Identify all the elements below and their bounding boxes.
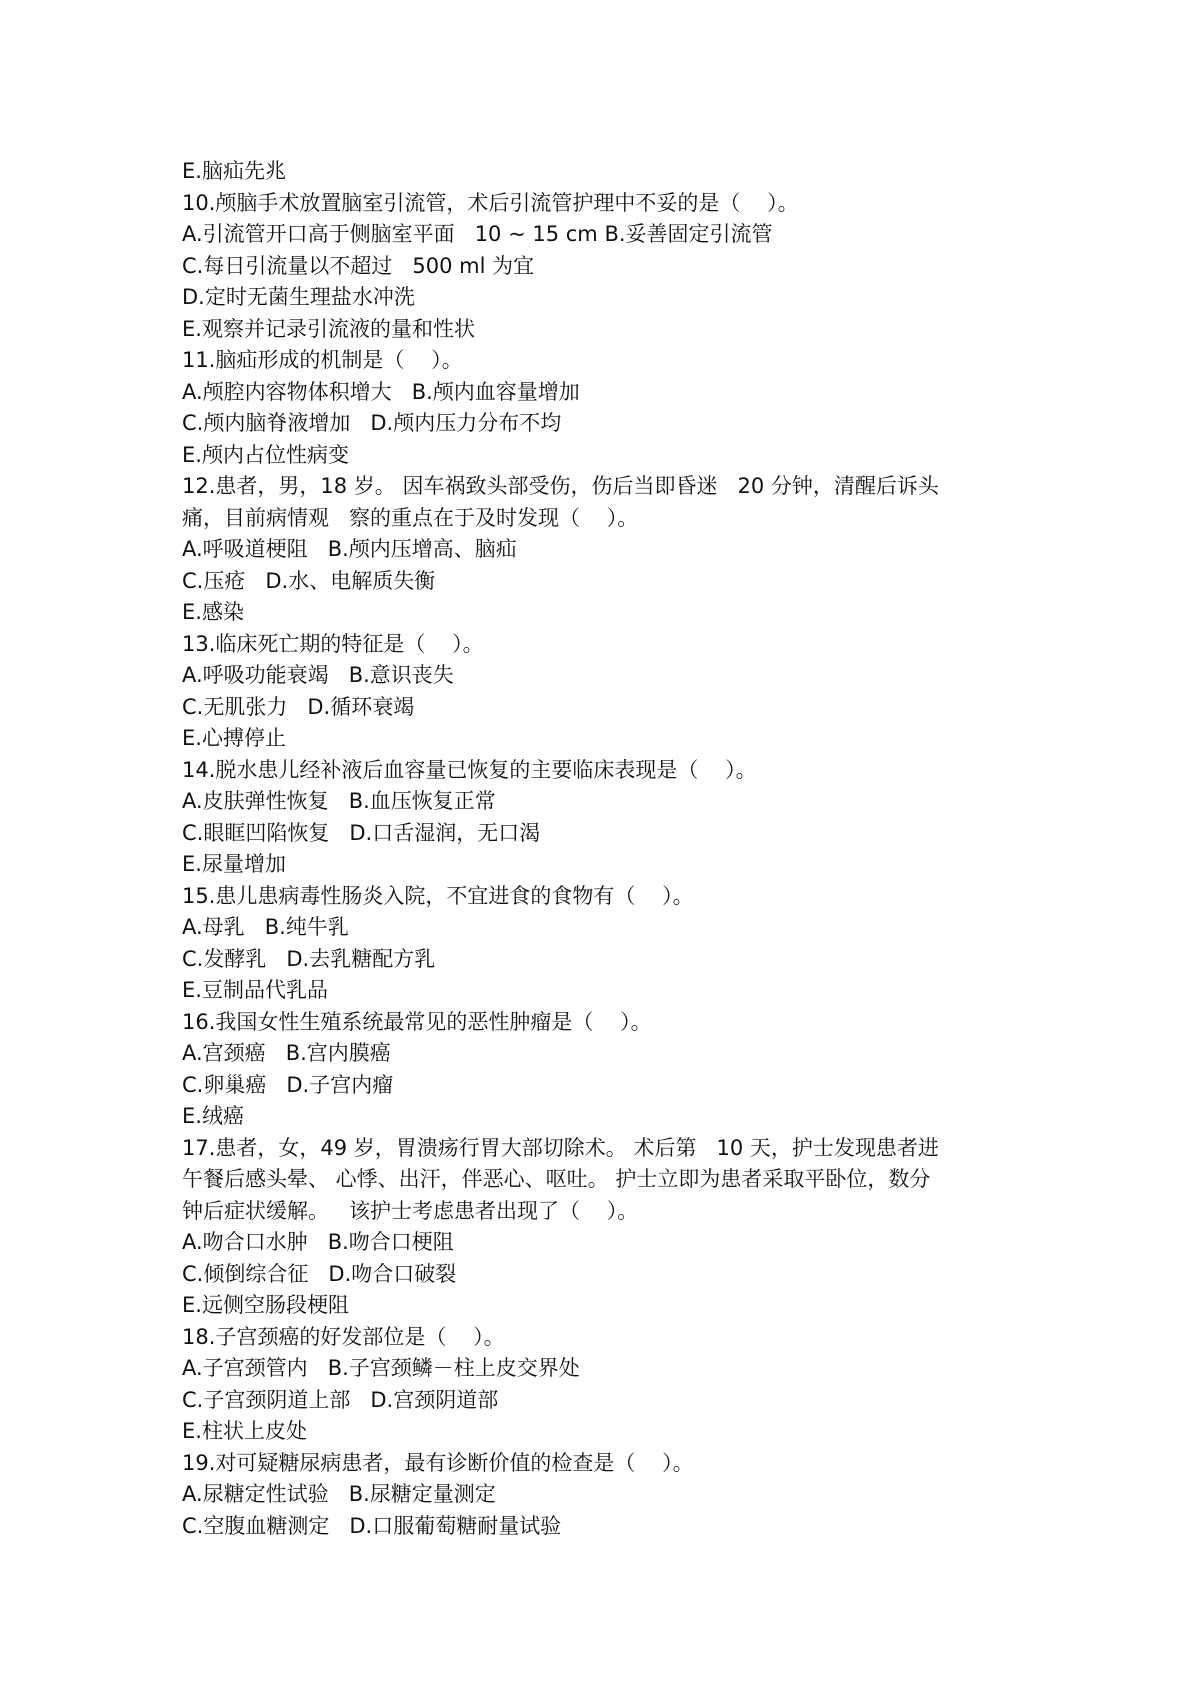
option-line: A.颅腔内容物体积增大 B.颅内血容量增加 <box>182 379 580 404</box>
option-line: C.发酵乳 D.去乳糖配方乳 <box>182 946 436 971</box>
option-line: E.颅内占位性病变 <box>182 442 349 467</box>
option-line: C.压疮 D.水、电解质失衡 <box>182 568 436 593</box>
question-line: 钟后症状缓解。 该护士考虑患者出现了（ ）。 <box>182 1198 639 1223</box>
option-line: E.感染 <box>182 600 244 624</box>
text-line: E.脑疝先兆 <box>182 159 286 183</box>
option-line: A.宫颈癌 B.宫内膜癌 <box>182 1041 391 1065</box>
option-line: A.呼吸功能衰竭 B.意识丧失 <box>182 663 454 687</box>
question-line: 12.患者，男，18 岁。 因车祸致头部受伤，伤后当即昏迷 20 分钟，清醒后诉头 <box>182 474 939 498</box>
option-line: A.引流管开口高于侧脑室平面 10 ~ 15 cm B.妥善固定引流管 <box>182 222 773 246</box>
option-line: A.子宫颈管内 B.子宫颈鳞－柱上皮交界处 <box>182 1356 580 1380</box>
question-line: 10.颅脑手术放置脑室引流管，术后引流管护理中不妥的是（ ）。 <box>182 190 799 215</box>
question-line: 11.脑疝形成的机制是（ ）。 <box>182 348 463 372</box>
option-line: C.卵巢癌 D.子宫内瘤 <box>182 1072 394 1097</box>
option-line: E.绒癌 <box>182 1104 244 1128</box>
option-line: C.眼眶凹陷恢复 D.口舌湿润，无口渴 <box>182 820 541 845</box>
question-line: 痛，目前病情观 察的重点在于及时发现（ ）。 <box>182 505 639 530</box>
option-line: E.观察并记录引流液的量和性状 <box>182 316 475 341</box>
question-line: 13.临床死亡期的特征是（ ）。 <box>182 631 484 656</box>
option-line: E.豆制品代乳品 <box>182 978 328 1002</box>
option-line: C.倾倒综合征 D.吻合口破裂 <box>182 1261 457 1286</box>
option-line: C.子宫颈阴道上部 D.宫颈阴道部 <box>182 1387 499 1412</box>
option-line: A.皮肤弹性恢复 B.血压恢复正常 <box>182 789 496 813</box>
option-line: E.柱状上皮处 <box>182 1419 307 1443</box>
document-page <box>182 156 1022 1542</box>
question-line: 18.子宫颈癌的好发部位是（ ）。 <box>182 1324 505 1349</box>
question-line: 16.我国女性生殖系统最常见的恶性肿瘤是（ ）。 <box>182 1009 652 1034</box>
option-line: C.无肌张力 D.循环衰竭 <box>182 694 415 719</box>
option-line: E.远侧空肠段梗阻 <box>182 1293 349 1317</box>
option-line: A.呼吸道梗阻 B.颅内压增高、脑疝 <box>182 537 517 561</box>
option-line: A.母乳 B.纯牛乳 <box>182 915 349 939</box>
option-line: A.吻合口水肿 B.吻合口梗阻 <box>182 1230 454 1254</box>
option-line: C.颅内脑脊液增加 D.颅内压力分布不均 <box>182 411 562 435</box>
option-line: E.尿量增加 <box>182 852 286 876</box>
question-line: 午餐后感头晕、 心悸、出汗，伴恶心、呕吐。 护士立即为患者采取平卧位，数分 <box>182 1167 931 1191</box>
question-line: 15.患儿患病毒性肠炎入院，不宜进食的食物有（ ）。 <box>182 883 694 908</box>
option-line: A.尿糖定性试验 B.尿糖定量测定 <box>182 1482 496 1506</box>
option-line: C.每日引流量以不超过 500 ml 为宜 <box>182 253 535 278</box>
question-line: 14.脱水患儿经补液后血容量已恢复的主要临床表现是（ ）。 <box>182 757 757 782</box>
option-line: E.心搏停止 <box>182 726 286 750</box>
question-line: 17.患者，女，49 岁，胃溃疡行胃大部切除术。 术后第 10 天，护士发现患者进 <box>182 1135 939 1160</box>
question-line: 19.对可疑糖尿病患者，最有诊断价值的检查是（ ）。 <box>182 1450 694 1475</box>
option-line: C.空腹血糖测定 D.口服葡萄糖耐量试验 <box>182 1513 562 1538</box>
option-line: D.定时无菌生理盐水冲洗 <box>182 285 415 309</box>
